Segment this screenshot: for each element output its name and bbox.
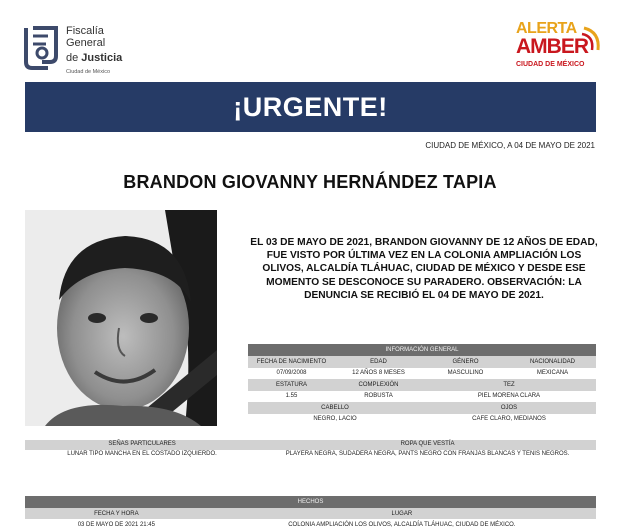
datetime-value: 03 DE MAYO DE 2021 21:45	[77, 521, 155, 528]
place-header: LUGAR	[208, 508, 596, 519]
physical-value-row	[248, 391, 596, 403]
case-description: EL 03 DE MAYO DE 2021, BRANDON GIOVANNY DE 12 AÑOS DE EDAD, FUE VISTO POR ÚLTIMA VEZ EN LA COLONIA AMPLIACIÓN LOS OLIVOS, ALCALDÍA TLÁHUAC, CIUDAD DE MÉXICO Y DESDE ESE MOMENTO SE DESCONOCE SU PARADERO. OBSERVACIÓN: LA DENUNCIA SE RECIBIÓ EL 04 DE MAYO DE 2021.	[250, 237, 598, 301]
hair-eyes-value-row	[248, 414, 596, 426]
marks-clothing-table	[25, 440, 596, 458]
skin-value: PIEL MORENA CLARA	[477, 393, 541, 400]
physical-header-row	[248, 379, 596, 391]
marks-header: SEÑAS PARTICULARES	[25, 440, 259, 450]
nationality-value: MEXICANA	[536, 370, 569, 377]
institution-line2: General	[66, 36, 106, 49]
marks-clothing-value-row	[25, 450, 596, 458]
marks-value: LUNAR TIPO MANCHA EN EL COSTADO IZQUIERDO.	[67, 451, 217, 457]
gender-header: GÉNERO	[422, 356, 509, 368]
birthdate-header: FECHA DE NACIMIENTO	[248, 356, 335, 368]
fgj-emblem-icon	[22, 22, 62, 74]
clothing-header: ROPA QUE VESTÍA	[259, 440, 596, 450]
age-header: EDAD	[335, 356, 422, 368]
hair-value: NEGRO, LACIO	[313, 416, 357, 423]
clothing-value: PLAYERA NEGRA, SUDADERA NEGRA, PANTS NEGRO CON FRANJAS BLANCAS Y TENIS NEGROS.	[285, 451, 570, 457]
general-info-header-row	[248, 356, 596, 368]
height-value: 1.55	[285, 393, 298, 400]
hair-header: CABELLO	[248, 402, 422, 414]
age-value: 12 AÑOS 8 MESES	[352, 370, 405, 377]
eyes-header: OJOS	[422, 402, 596, 414]
birthdate-value: 07/09/2008	[276, 370, 307, 377]
general-info-title: INFORMACIÓN GENERAL	[248, 344, 596, 356]
alerta-amber-logo	[516, 20, 602, 78]
institution-name	[66, 26, 122, 76]
missing-person-name: BRANDON GIOVANNY HERNÁNDEZ TAPIA	[123, 172, 497, 192]
facts-title-row	[25, 496, 596, 508]
skin-header: TEZ	[422, 379, 596, 391]
urgent-banner	[25, 82, 596, 132]
general-info-title-row	[248, 344, 596, 356]
marks-clothing-header-row	[25, 440, 596, 450]
person-portrait-icon	[25, 210, 217, 426]
facts-title: HECHOS	[25, 496, 596, 508]
general-info-table	[248, 344, 596, 425]
build-header: COMPLEXIÓN	[335, 379, 422, 391]
height-header: ESTATURA	[248, 379, 335, 391]
alerta-amber-line3: CIUDAD DE MÉXICO	[516, 61, 585, 68]
alerta-amber-line1: ALERTA	[516, 20, 577, 37]
place-value: COLONIA AMPLIACIÓN LOS OLIVOS, ALCALDÍA TLÁHUAC, CIUDAD DE MÉXICO.	[288, 521, 516, 528]
facts-value-row	[25, 519, 596, 530]
amber-swoosh-icon	[580, 24, 604, 54]
facts-header-row	[25, 508, 596, 519]
alerta-amber-line2: AMBER	[516, 35, 588, 58]
issue-date: CIUDAD DE MÉXICO, A 04 DE MAYO DE 2021	[425, 141, 595, 150]
urgent-banner-text: ¡URGENTE!	[233, 91, 388, 122]
build-value: ROBUSTA	[364, 393, 393, 400]
facts-table	[25, 496, 596, 530]
eyes-value: CAFE CLARO, MEDIANOS	[472, 416, 546, 423]
missing-person-photo	[25, 210, 217, 426]
hair-eyes-header-row	[248, 402, 596, 414]
datetime-header: FECHA Y HORA	[25, 508, 208, 519]
institution-line3-bold: Justicia	[81, 52, 123, 65]
gender-value: MASCULINO	[447, 370, 484, 377]
institution-line3-prefix: de	[66, 52, 82, 65]
page-header	[0, 0, 620, 80]
nationality-header: NACIONALIDAD	[509, 356, 596, 368]
general-info-value-row	[248, 368, 596, 380]
institution-line1: Fiscalía	[66, 25, 104, 37]
institution-city: Ciudad de México	[66, 68, 111, 75]
